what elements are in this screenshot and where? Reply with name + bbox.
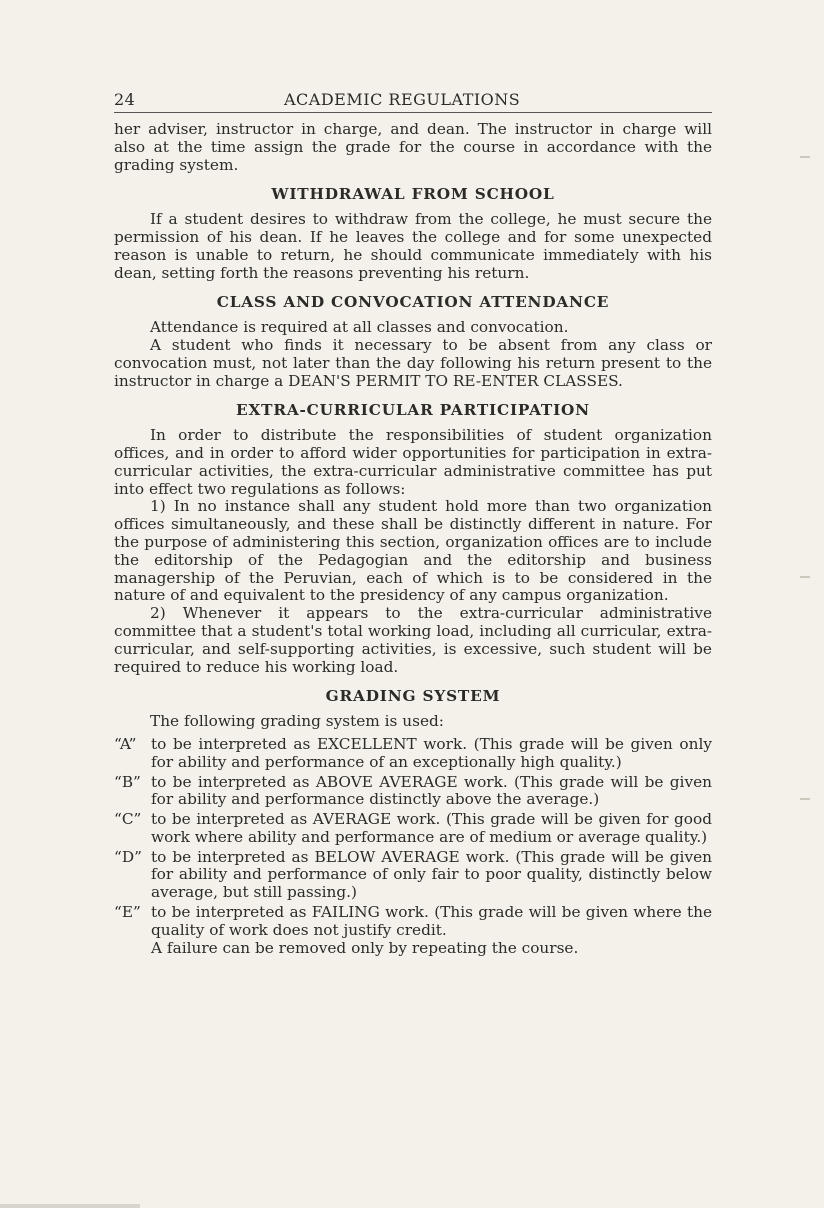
paragraph: 2) Whenever it appears to the extra-curricular administrative committee that a student's total working load, including all curricular, extra-curricular, and self-supporting activities, is excessive, such student will be required to reduce his working load. (114, 604, 712, 676)
running-title: ACADEMIC REGULATIONS (284, 90, 521, 109)
document-page (114, 88, 712, 957)
grade-description: to be interpreted as FAILING work. (This grade will be given where the quality of work does not justify credit. (151, 903, 712, 939)
section-heading-attendance: CLASS AND CONVOCATION ATTENDANCE (216, 293, 610, 312)
scan-edge-mark (800, 576, 810, 578)
grade-item (114, 736, 712, 772)
grade-description: to be interpreted as EXCELLENT work. (This grade will be given only for ability and performance of an exceptionally high quality.) (151, 734, 712, 771)
section-heading-grading: GRADING SYSTEM (325, 687, 501, 706)
grade-letter: “A” (114, 734, 137, 753)
grade-description-wrap (151, 904, 712, 957)
paragraph: 1) In no instance shall any student hold more than two organization offices simultaneously, and these shall be distinctly different in nature. For the purpose of administering this section, organization offices are to include the editorship of the Pedagogian and the editorship and business managership of the Peruvian, each of which is to be considered in the nature of and equivalent to the presidency of any campus organization. (114, 497, 712, 605)
grade-description: to be interpreted as BELOW AVERAGE work. (This grade will be given for ability and performance of only fair to poor quality, distinctly below average, but still passing.) (151, 847, 712, 902)
grade-letter: “D” (114, 847, 142, 866)
grade-item (114, 774, 712, 810)
page-number: 24 (114, 90, 136, 109)
scan-edge-mark (800, 798, 810, 800)
grade-item (114, 849, 712, 902)
grade-note: A failure can be removed only by repeating the course. (151, 938, 579, 957)
grade-letter: “B” (114, 772, 141, 791)
grade-item (114, 904, 712, 957)
paragraph: If a student desires to withdraw from the college, he must secure the permission of his dean. If he leaves the college and for some unexpected reason is unable to return, he should communicate immediately with his dean, setting forth the reasons preventing his return. (114, 210, 712, 282)
grading-intro: The following grading system is used: (150, 712, 444, 731)
page-body (114, 121, 712, 957)
paragraph: A student who finds it necessary to be absent from any class or convocation must, not later than the day following his return present to the instructor in charge a DEAN'S PERMIT TO RE-ENTER CLASSES. (114, 335, 712, 390)
grade-description: to be interpreted as AVERAGE work. (This grade will be given for good work where ability and performance are of medium or average quality.) (151, 810, 712, 846)
scan-smudge (0, 1204, 140, 1208)
grade-letter: “E” (114, 903, 141, 922)
grade-letter: “C” (114, 810, 142, 829)
intro-paragraph: her adviser, instructor in charge, and dean. The instructor in charge will also at the time assign the grade for the course in accordance with the grading system. (114, 120, 712, 174)
grade-list (114, 736, 712, 958)
section-heading-extracurricular: EXTRA-CURRICULAR PARTICIPATION (236, 401, 590, 420)
section-heading-withdrawal: WITHDRAWAL FROM SCHOOL (271, 185, 555, 204)
scan-edge-mark (800, 156, 810, 158)
paragraph: Attendance is required at all classes and convocation. (150, 318, 569, 337)
grade-description: to be interpreted as ABOVE AVERAGE work. (This grade will be given for ability and performance distinctly above the average.) (151, 772, 712, 809)
running-header (114, 88, 712, 113)
grade-item (114, 811, 712, 847)
paragraph: In order to distribute the responsibilities of student organization offices, and in order to afford wider opportunities for participation in extra-curricular activities, the extra-curricular administrative committee has put into effect two regulations as follows: (114, 426, 712, 498)
